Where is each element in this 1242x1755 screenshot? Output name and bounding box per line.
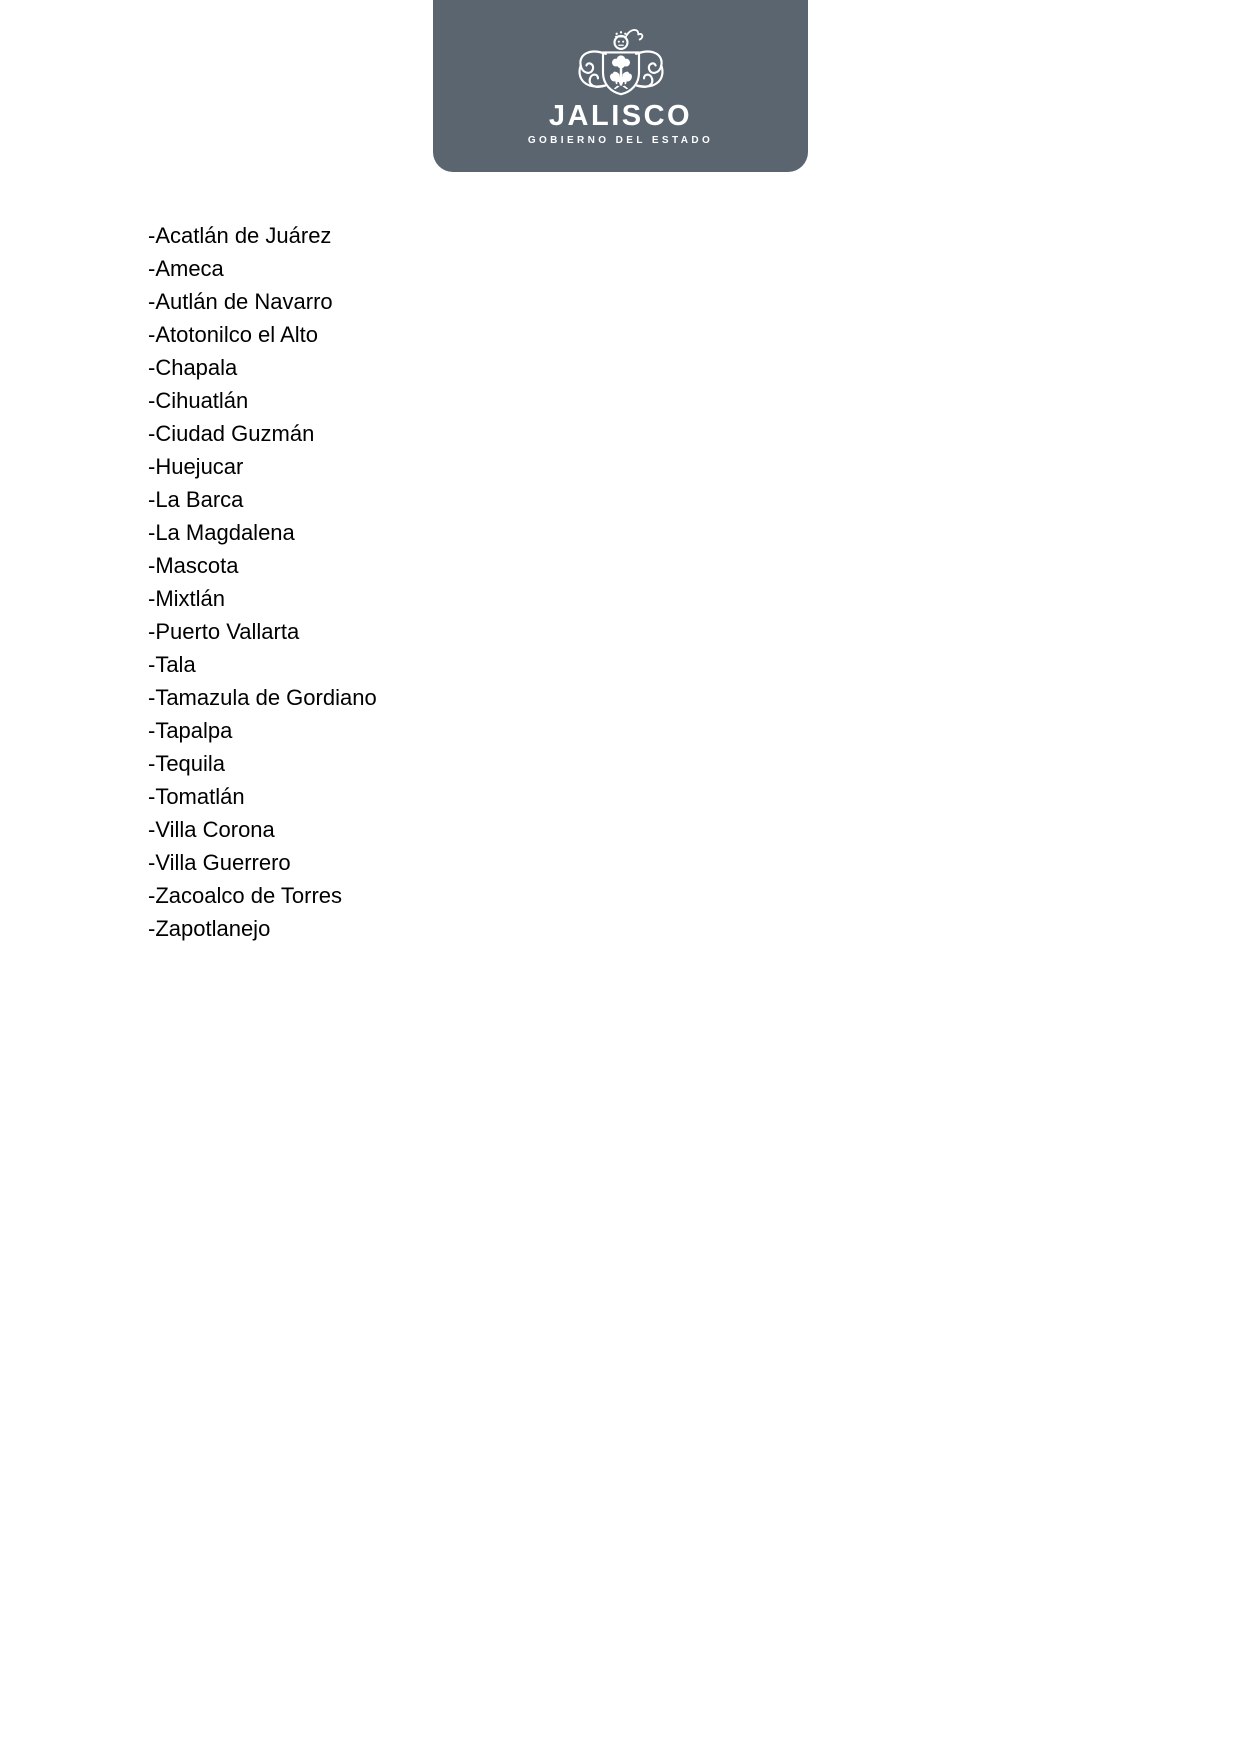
- municipality-list-item: -Villa Guerrero: [148, 850, 291, 875]
- municipality-list-item: -La Barca: [148, 487, 244, 512]
- lion-right-icon: [621, 72, 632, 85]
- municipality-list-item: -Ameca: [148, 256, 224, 281]
- municipality-list-item: -Chapala: [148, 355, 238, 380]
- municipality-list-item: -Tequila: [148, 751, 226, 776]
- municipality-list-item: -Zacoalco de Torres: [148, 883, 343, 908]
- jalisco-coat-of-arms-icon: [571, 28, 671, 100]
- municipality-list-item: -Mixtlán: [148, 586, 226, 611]
- municipality-list-item: -Zapotlanejo: [148, 916, 271, 941]
- helmet-icon: [614, 30, 642, 49]
- jalisco-tagline: GOBIERNO DEL ESTADO: [527, 135, 714, 146]
- municipality-list-item: -Puerto Vallarta: [148, 619, 300, 644]
- municipality-list: [148, 219, 377, 945]
- municipality-list-item: -Tala: [148, 652, 196, 677]
- municipality-list-item: -Acatlán de Juárez: [148, 223, 332, 248]
- municipality-list-item: -Tomatlán: [148, 784, 245, 809]
- municipality-list-item: -Villa Corona: [148, 817, 275, 842]
- municipality-list-item: -Ciudad Guzmán: [148, 421, 315, 446]
- municipality-list-item: -Tamazula de Gordiano: [148, 685, 377, 710]
- municipality-list-item: -Huejucar: [148, 454, 244, 479]
- municipality-list-item: -Mascota: [148, 553, 239, 578]
- municipality-list-item: -Autlán de Navarro: [148, 289, 333, 314]
- municipality-list-item: -Tapalpa: [148, 718, 233, 743]
- municipality-list-item: -La Magdalena: [148, 520, 295, 545]
- municipality-list-item: -Cihuatlán: [148, 388, 249, 413]
- lion-left-icon: [610, 72, 621, 85]
- jalisco-header-card: [433, 0, 808, 172]
- municipality-list-item: -Atotonilco el Alto: [148, 322, 318, 347]
- jalisco-wordmark: JALISCO: [548, 100, 693, 132]
